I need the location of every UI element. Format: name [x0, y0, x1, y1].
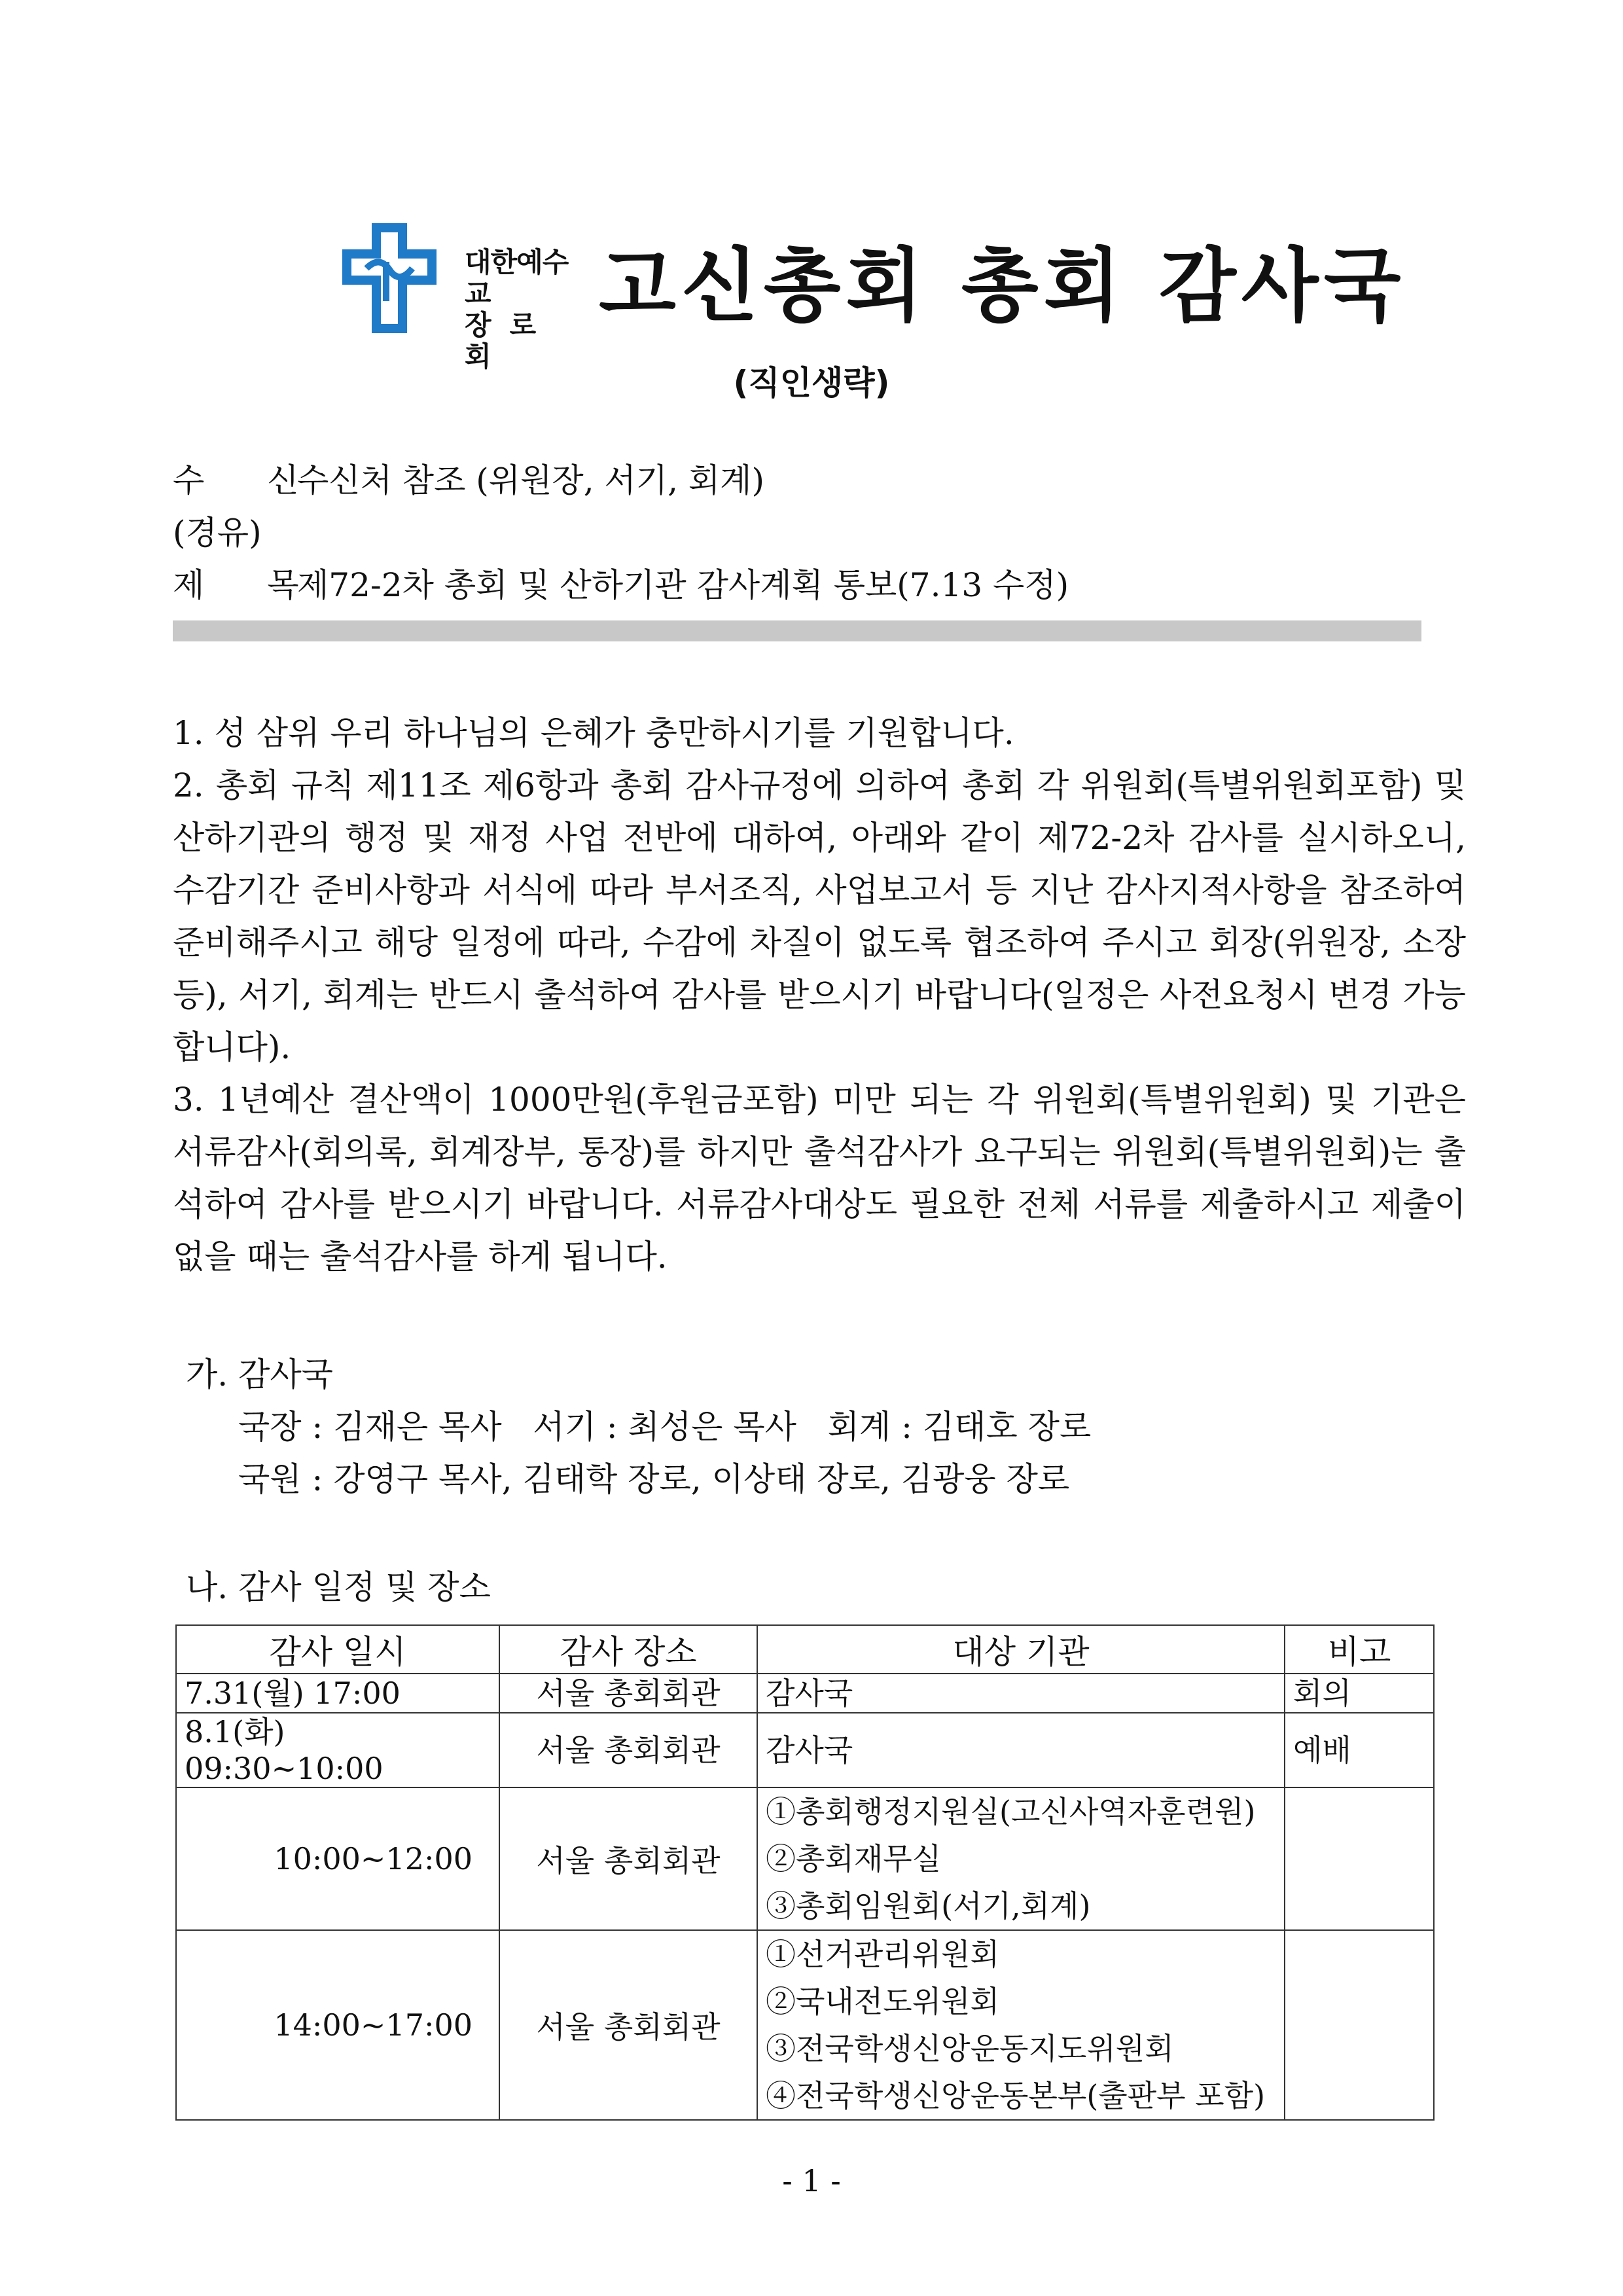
paragraph-2: 2. 총회 규칙 제11조 제6항과 총회 감사규정에 의하여 총회 각 위원회(특별위원회포함) 및 산하기관의 행정 및 재정 사업 전반에 대하여, 아래와 같이 제72-2차 감사를 실시하오니, 수감기간 준비사항과 서식에 따라 부서조직, 사업보고서 등 지난 감사지적사항을 참조하여 준비해주시고 해당 일정에 따라, 수감에 차질이 없도록 협조하여 주시고 회장(위원장, 소장 등), 서기, 회계는 반드시 출석하여 감사를 받으시기 바랍니다(일정은 사전요청시 변경 가능합니다). — [173, 766, 1466, 1066]
document-meta — [173, 455, 1069, 612]
recipient-row — [173, 455, 1069, 507]
paragraph-3: 3. 1년예산 결산액이 1000만원(후원금포함) 미만 되는 각 위원회(특별위원회) 및 기관은 서류감사(회의록, 회계장부, 통장)를 하지만 출석감사가 요구되는 위원회(특별위원회)는 출석하여 감사를 받으시기 바랍니다. 서류감사대상도 필요한 전체 서류를 제출하시고 제출이 없을 때는 출석감사를 하게 됩니다. — [173, 1081, 1466, 1276]
letterhead — [340, 213, 1406, 372]
cell-target: 감사국 — [757, 1713, 1285, 1787]
via-row — [173, 507, 1069, 560]
target-item: ③총회임원회(서기,회계) — [766, 1888, 1091, 1924]
schedule-table — [175, 1624, 1435, 2121]
cell-note — [1285, 1787, 1434, 1930]
cell-date: 8.1(화) 09:30~10:00 — [176, 1713, 499, 1787]
section-a-officers: 국장 : 김재은 목사 서기 : 최성은 목사 회계 : 김태호 장로 — [238, 1408, 1092, 1446]
table-row — [176, 1674, 1434, 1713]
org-name-line2: 장로회 — [465, 309, 555, 372]
recipient-value: 수신처 참조 (위원장, 서기, 회계) — [297, 461, 764, 499]
header-date: 감사 일시 — [176, 1625, 499, 1674]
cell-target-list — [757, 1930, 1285, 2120]
cell-target: 감사국 — [757, 1674, 1285, 1713]
section-a-heading: 가. 감사국 — [186, 1355, 333, 1393]
subject-value: 제72-2차 총회 및 산하기관 감사계획 통보(7.13 수정) — [297, 566, 1069, 604]
subject-label: 제 목 — [173, 566, 325, 604]
target-item: ③전국학생신앙운동지도위원회 — [766, 2031, 1174, 2066]
target-item: ①선거관리위원회 — [766, 1937, 1000, 1972]
target-item: ②국내전도위원회 — [766, 1984, 1000, 2019]
header-place: 감사 장소 — [499, 1625, 757, 1674]
cell-place: 서울 총회회관 — [499, 1674, 757, 1713]
via-value: (경유) — [173, 514, 262, 552]
cell-date: 7.31(월) 17:00 — [176, 1674, 499, 1713]
recipient-label: 수 신 — [173, 461, 325, 499]
section-audit-bureau — [186, 1348, 1091, 1505]
cell-place: 서울 총회회관 — [499, 1930, 757, 2120]
divider-bar — [173, 620, 1421, 641]
cross-logo-icon — [340, 223, 438, 334]
cell-note: 회의 — [1285, 1674, 1434, 1713]
target-item: ④전국학생신앙운동본부(출판부 포함) — [766, 2078, 1266, 2113]
cell-note — [1285, 1930, 1434, 2120]
cell-note: 예배 — [1285, 1713, 1434, 1787]
cell-place: 서울 총회회관 — [499, 1787, 757, 1930]
header-target: 대상 기관 — [757, 1625, 1285, 1674]
cell-target-list — [757, 1787, 1285, 1930]
table-row — [176, 1787, 1434, 1930]
table-row — [176, 1930, 1434, 2120]
table-row — [176, 1713, 1434, 1787]
section-schedule-heading: 나. 감사 일정 및 장소 — [186, 1568, 491, 1606]
cell-date: 10:00~12:00 — [176, 1787, 499, 1930]
letterhead-title: 고신총회 총회 감사국 — [599, 240, 1406, 332]
page-number: - 1 - — [782, 2163, 841, 2198]
table-header-row — [176, 1625, 1434, 1674]
cell-place: 서울 총회회관 — [499, 1713, 757, 1787]
subject-row — [173, 560, 1069, 612]
target-item: ②총회재무실 — [766, 1841, 942, 1876]
cell-date: 14:00~17:00 — [176, 1930, 499, 2120]
header-note: 비고 — [1285, 1625, 1434, 1674]
org-name-line1: 대한예수교 — [465, 246, 569, 310]
paragraph-1: 1. 성 삼위 우리 하나님의 은혜가 충만하시기를 기원합니다. — [173, 714, 1014, 752]
section-a-members: 국원 : 강영구 목사, 김태학 장로, 이상태 장로, 김광웅 장로 — [238, 1460, 1070, 1498]
org-name — [465, 247, 589, 372]
seal-omitted-note: (직인생략) — [733, 364, 890, 402]
body-paragraphs — [173, 707, 1466, 1283]
target-item: ①총회행정지원실(고신사역자훈련원) — [766, 1794, 1256, 1829]
